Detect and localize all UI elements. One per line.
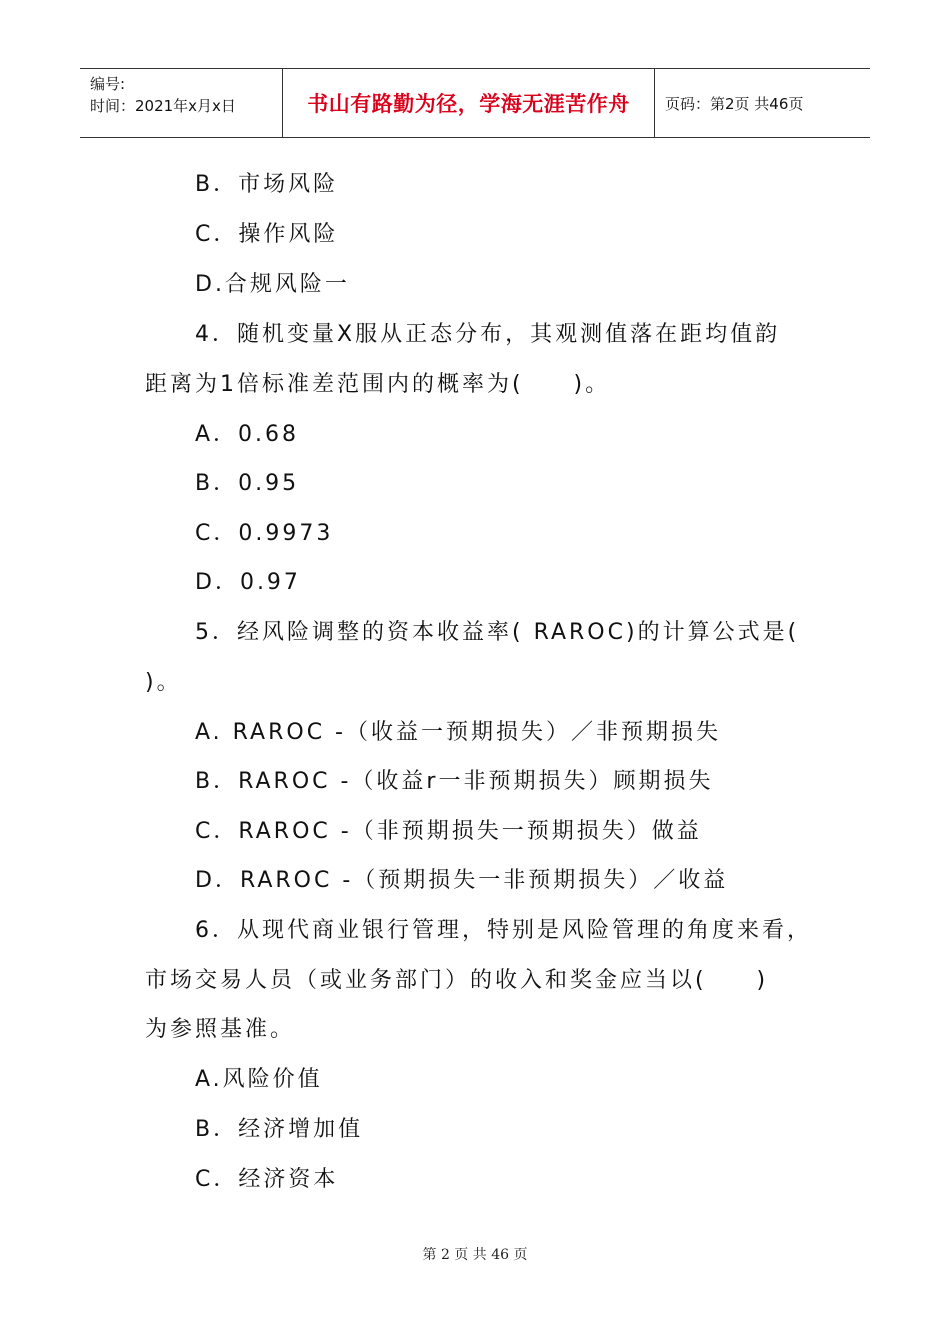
header-meta (80, 69, 283, 137)
question-4-line-1: 4．随机变量X服从正态分布，其观测值落在距均值韵 (195, 322, 781, 347)
page-footer: 第 2 页 共 46 页 (422, 1247, 528, 1263)
option-c-operational-risk: C．操作风险 (195, 222, 339, 247)
q5-option-b: B．RAROC -（收益r一非预期损失）顾期损失 (195, 769, 714, 794)
question-6-line-2: 市场交易人员（或业务部门）的收入和奖金应当以( ) (145, 968, 769, 993)
q5-option-d: D．RAROC -（预期损失一非预期损失）／收益 (195, 868, 729, 893)
time-label: 时间：2021年x月x日 (90, 97, 236, 115)
q6-option-b: B．经济增加值 (195, 1117, 364, 1142)
question-6-line-3: 为参照基准。 (145, 1017, 296, 1042)
question-5-line-1: 5．经风险调整的资本收益率( RAROC)的计算公式是( (195, 620, 800, 645)
header-motto: 书山有路勤为径，学海无涯苦作舟 (283, 69, 655, 137)
q4-option-b: B．0.95 (195, 471, 300, 496)
question-5-line-2: )。 (145, 670, 182, 695)
q6-option-c: C．经济资本 (195, 1167, 339, 1192)
q4-option-c: C．0.9973 (195, 521, 334, 546)
question-4-line-2: 距离为1倍标准差范围内的概率为( )。 (145, 372, 611, 397)
q4-option-a: A．0.68 (195, 422, 300, 447)
q5-option-c: C．RAROC -（非预期损失一预期损失）做益 (195, 819, 702, 844)
question-6-line-1: 6．从现代商业银行管理，特别是风险管理的角度来看， (195, 918, 812, 943)
number-label: 编号: (90, 75, 126, 93)
option-d-compliance-risk: D.合规风险一 (195, 272, 350, 297)
page-header (80, 68, 870, 138)
option-b-market-risk: B．市场风险 (195, 172, 339, 197)
q4-option-d: D．0.97 (195, 570, 301, 595)
q6-option-a: A.风险价值 (195, 1067, 323, 1092)
q5-option-a: A. RAROC -（收益一预期损失）／非预期损失 (195, 720, 721, 745)
header-page-info: 页码：第2页 共46页 (665, 94, 804, 113)
